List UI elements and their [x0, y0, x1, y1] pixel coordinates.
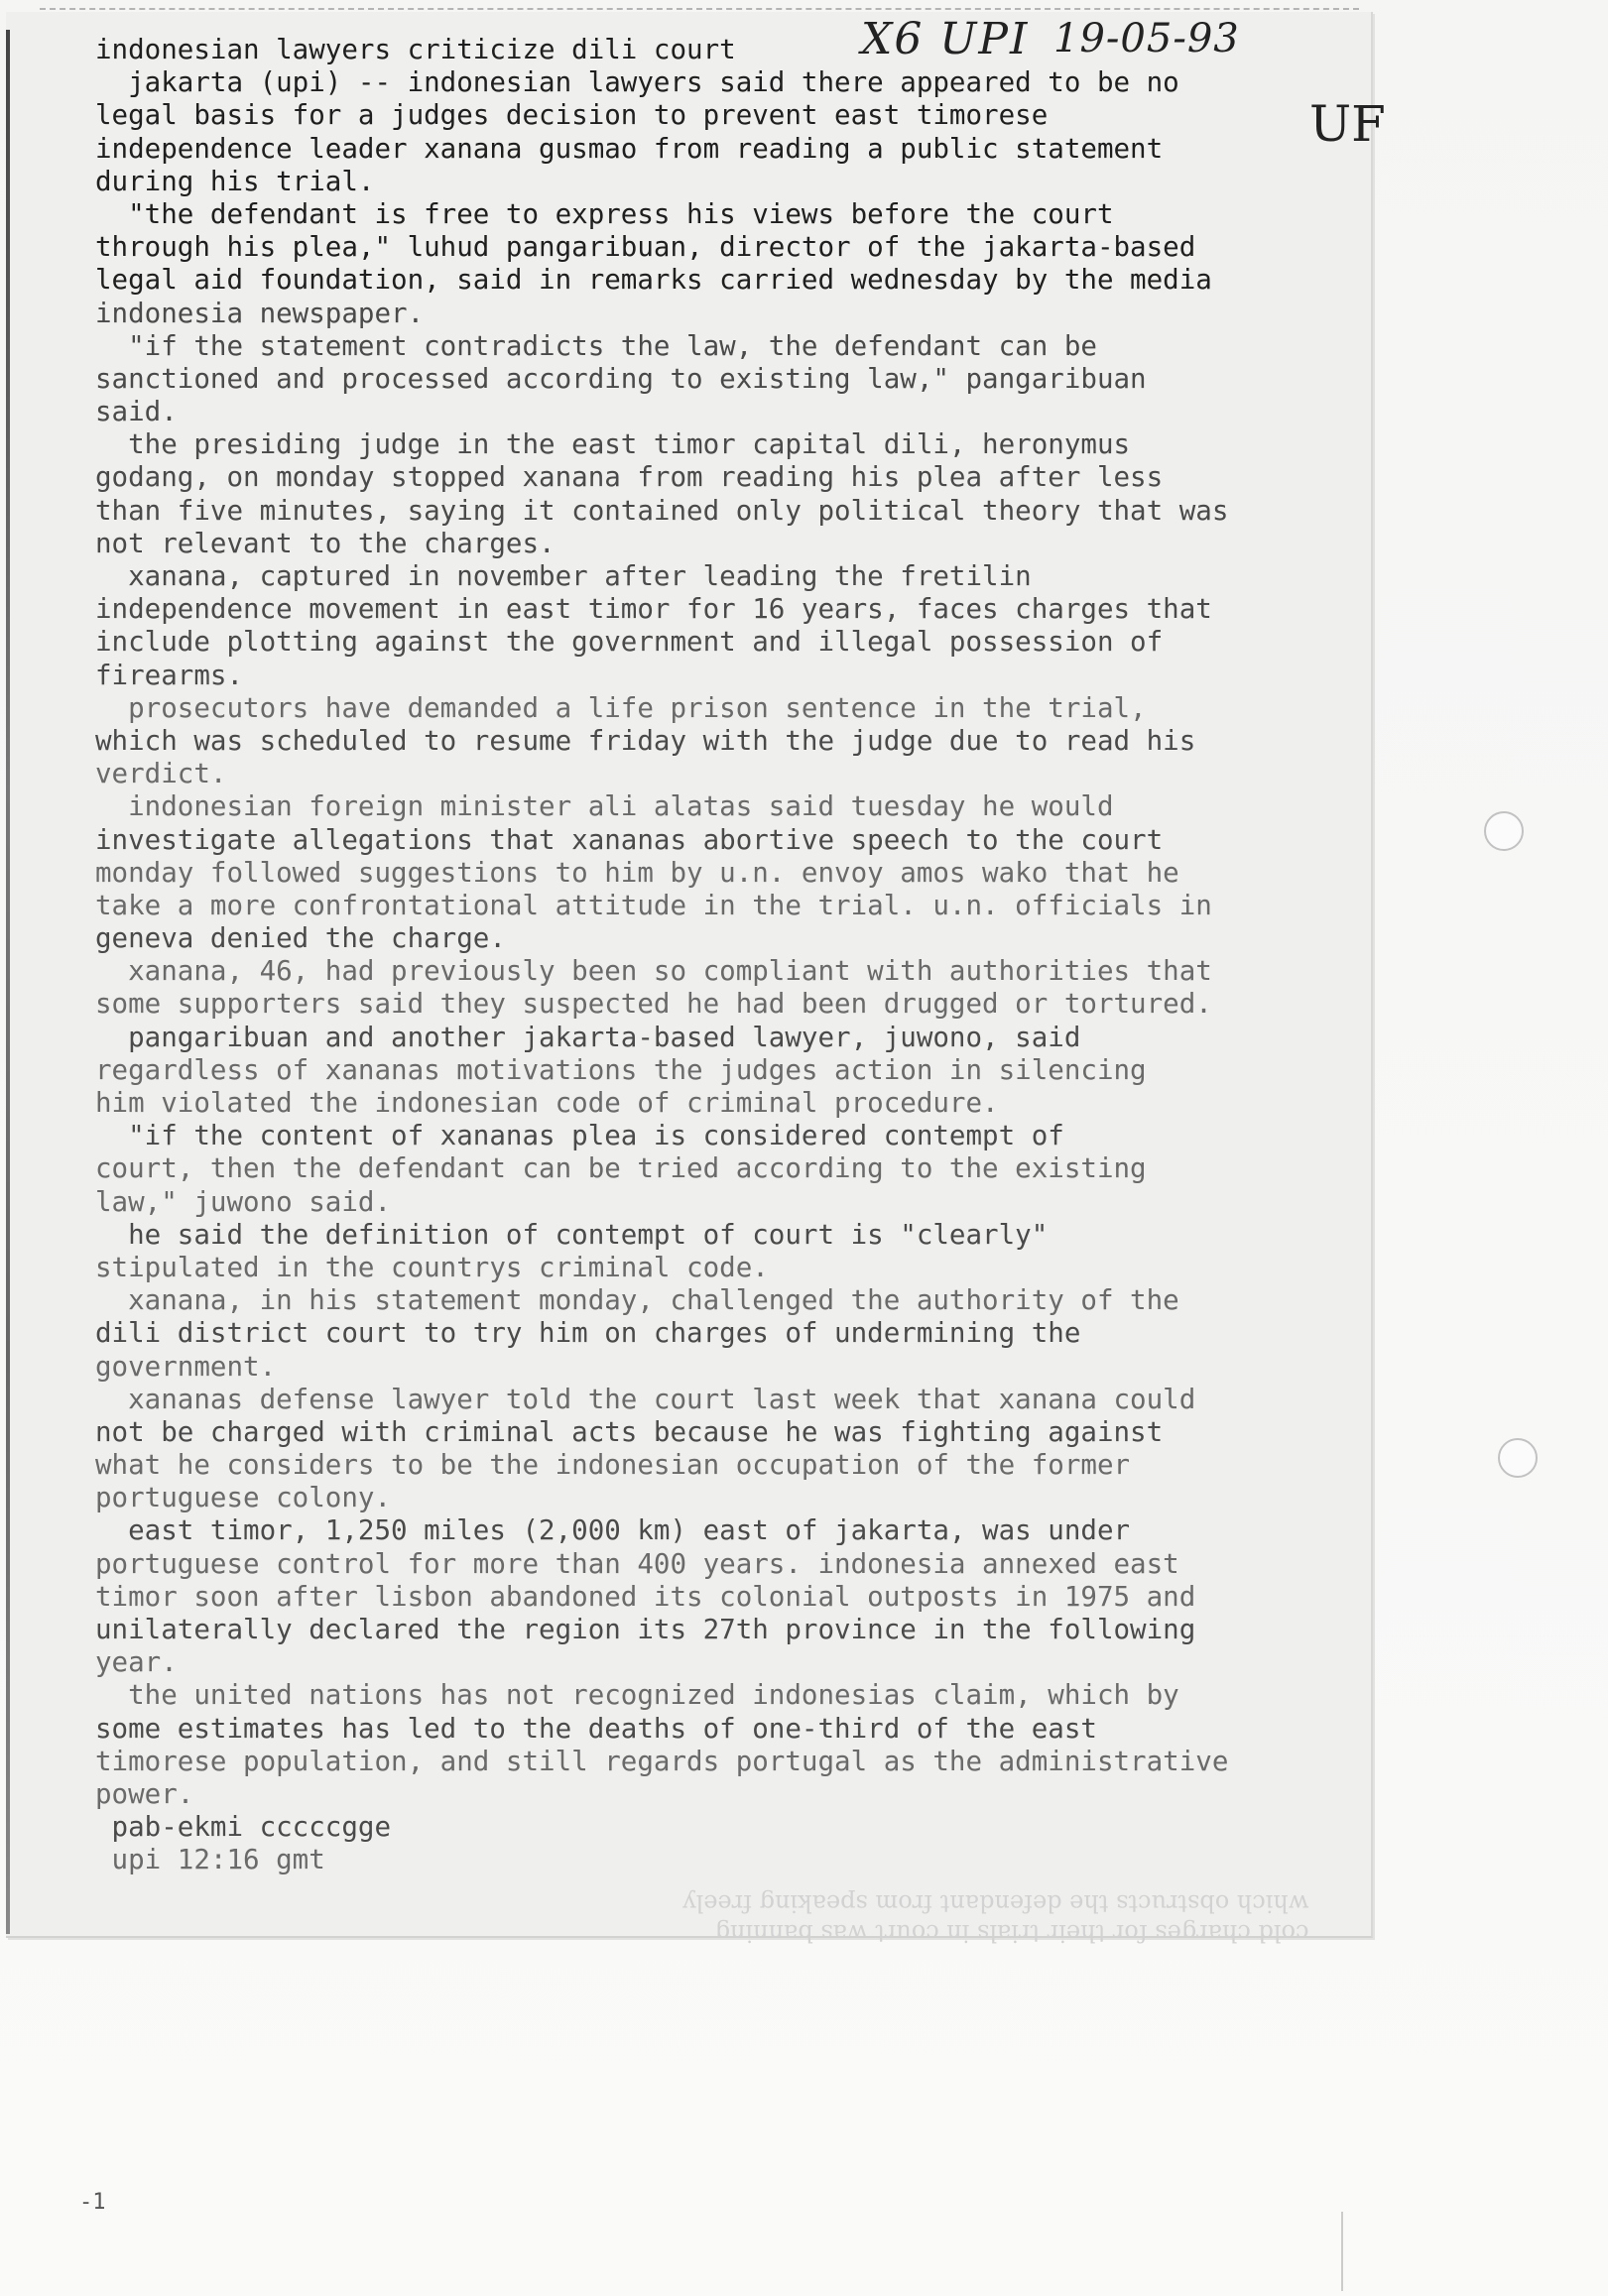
- article-line: government.: [95, 1350, 277, 1383]
- page-mark: -1: [79, 2190, 106, 2215]
- article-line: not be charged with criminal acts because he was fighting against: [95, 1415, 1164, 1448]
- article-line: the presiding judge in the east timor capital dili, heronymus: [95, 428, 1131, 461]
- news-wire-article: [95, 34, 1375, 1877]
- punch-hole: [1484, 811, 1524, 851]
- article-line: dili district court to try him on charges of undermining the: [95, 1317, 1081, 1350]
- article-line: the united nations has not recognized indonesias claim, which by: [95, 1679, 1179, 1712]
- article-line: than five minutes, saying it contained only political theory that was: [95, 494, 1229, 527]
- handwritten-date-note: 19-05-93: [1053, 16, 1240, 61]
- article-line: regardless of xananas motivations the judges action in silencing: [95, 1053, 1147, 1086]
- article-line: xananas defense lawyer told the court last week that xanana could: [95, 1383, 1196, 1415]
- perforation-line: [40, 8, 1359, 10]
- article-line: timorese population, and still regards portugal as the administrative: [95, 1745, 1229, 1777]
- article-line: some supporters said they suspected he had been drugged or tortured.: [95, 988, 1212, 1021]
- article-line: xanana, captured in november after leading the fretilin: [95, 560, 1032, 592]
- bleed-through-line: cold charges for their trials in court was banning: [714, 1919, 1309, 1947]
- article-line: xanana, in his statement monday, challenged the authority of the: [95, 1284, 1179, 1317]
- handwritten-margin-mark: UF: [1309, 95, 1386, 153]
- article-line: "if the statement contradicts the law, the defendant can be: [95, 329, 1097, 362]
- article-line: him violated the indonesian code of criminal procedure.: [95, 1087, 999, 1119]
- article-line: sanctioned and processed according to existing law," pangaribuan: [95, 362, 1147, 395]
- article-line: law," juwono said.: [95, 1185, 392, 1218]
- article-line: indonesian foreign minister ali alatas said tuesday he would: [95, 790, 1114, 823]
- bleed-through-text: [682, 1888, 1308, 1948]
- article-line: legal basis for a judges decision to prevent east timorese: [95, 99, 1049, 132]
- article-line: independence movement in east timor for 16 years, faces charges that: [95, 593, 1212, 626]
- article-line: include plotting against the government and illegal possession of: [95, 626, 1164, 659]
- article-line: portuguese control for more than 400 years. indonesia annexed east: [95, 1547, 1179, 1580]
- article-line: take a more confrontational attitude in the trial. u.n. officials in: [95, 889, 1212, 921]
- article-line: timor soon after lisbon abandoned its colonial outposts in 1975 and: [95, 1580, 1196, 1613]
- handwritten-source-note: X6 UPI: [861, 14, 1030, 64]
- article-line: what he considers to be the indonesian occupation of the former: [95, 1449, 1131, 1482]
- scan-edge-shadow: [6, 30, 10, 1934]
- article-line: geneva denied the charge.: [95, 922, 506, 955]
- scan-artifact-line: [1341, 2212, 1343, 2291]
- article-line: pab-ekmi cccccgge: [95, 1811, 392, 1844]
- article-line: power.: [95, 1777, 194, 1810]
- article-line: through his plea," luhud pangaribuan, director of the jakarta-based: [95, 231, 1196, 264]
- article-line: firearms.: [95, 659, 244, 691]
- article-line: some estimates has led to the deaths of one-third of the east: [95, 1712, 1097, 1745]
- article-line: upi 12:16 gmt: [95, 1844, 325, 1876]
- article-line: jakarta (upi) -- indonesian lawyers said there appeared to be no: [95, 66, 1179, 99]
- article-line: stipulated in the countrys criminal code.: [95, 1251, 769, 1283]
- article-line: monday followed suggestions to him by u.n. envoy amos wako that he: [95, 856, 1179, 889]
- article-line: indonesian lawyers criticize dili court: [95, 34, 736, 65]
- article-line: verdict.: [95, 758, 227, 790]
- article-line: during his trial.: [95, 165, 375, 197]
- article-line: year.: [95, 1646, 178, 1679]
- bleed-through-line: which obstructs the defendant from speaking freely: [682, 1889, 1309, 1917]
- article-line: court, then the defendant can be tried according to the existing: [95, 1152, 1147, 1185]
- article-line: xanana, 46, had previously been so compliant with authorities that: [95, 955, 1212, 988]
- article-line: which was scheduled to resume friday with the judge due to read his: [95, 724, 1196, 757]
- article-line: unilaterally declared the region its 27th province in the following: [95, 1614, 1196, 1645]
- article-line: indonesia newspaper.: [95, 297, 425, 329]
- article-line: portuguese colony.: [95, 1482, 392, 1514]
- article-line: pangaribuan and another jakarta-based lawyer, juwono, said: [95, 1021, 1081, 1053]
- article-line: "if the content of xananas plea is considered contempt of: [95, 1120, 1064, 1152]
- article-line: "the defendant is free to express his views before the court: [95, 197, 1114, 230]
- article-line: east timor, 1,250 miles (2,000 km) east of jakarta, was under: [95, 1514, 1131, 1547]
- article-line: godang, on monday stopped xanana from reading his plea after less: [95, 461, 1164, 494]
- article-line: independence leader xanana gusmao from reading a public statement: [95, 132, 1164, 165]
- article-line: prosecutors have demanded a life prison sentence in the trial,: [95, 691, 1147, 724]
- article-line: legal aid foundation, said in remarks carried wednesday by the media: [95, 264, 1212, 297]
- article-line: he said the definition of contempt of court is "clearly": [95, 1218, 1049, 1251]
- article-line: not relevant to the charges.: [95, 527, 556, 559]
- article-line: investigate allegations that xananas abortive speech to the court: [95, 823, 1164, 856]
- punch-hole: [1498, 1438, 1538, 1478]
- article-line: said.: [95, 396, 178, 428]
